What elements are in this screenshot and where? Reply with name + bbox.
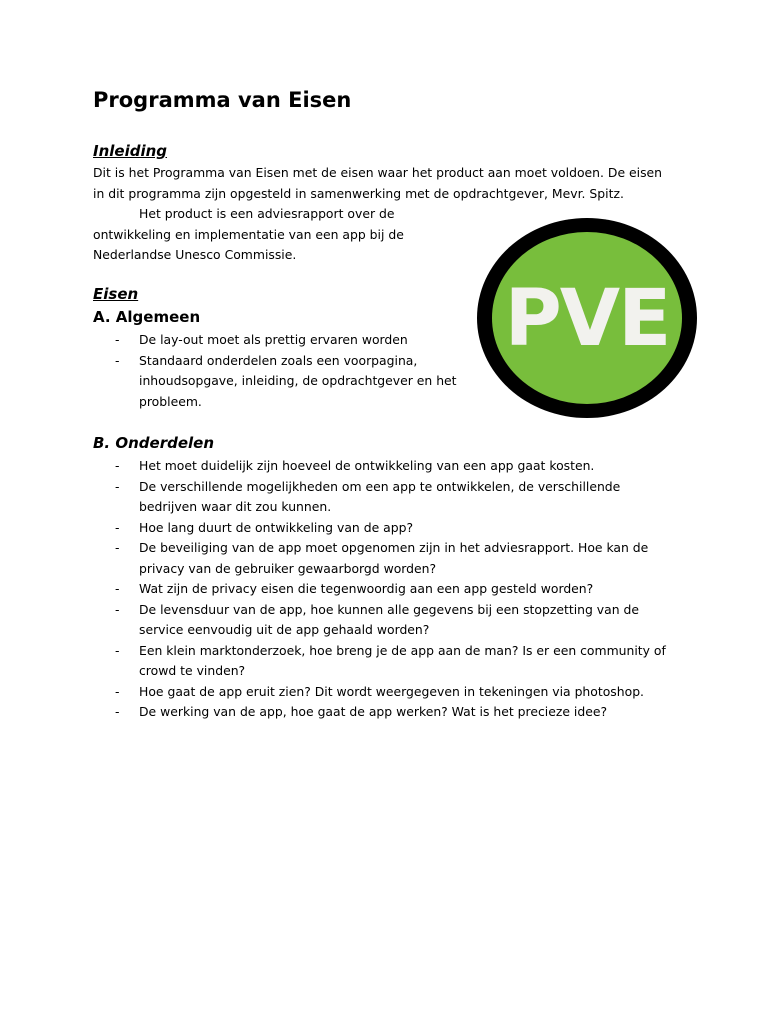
general-item (93, 330, 473, 351)
parts-item (93, 702, 693, 723)
parts-item-line: De verschillende mogelijkheden om een app te ontwikkelen, de verschillende (139, 478, 621, 494)
parts-item (93, 477, 693, 518)
list-dash: - (115, 642, 120, 658)
parts-item-line: Wat zijn de privacy eisen die tegenwoordig aan een app gesteld worden? (139, 581, 594, 596)
parts-item-line: bedrijven waar dit zou kunnen. (139, 499, 332, 514)
parts-item-line: Hoe lang duurt de ontwikkeling van de app? (139, 519, 414, 535)
parts-item-line: Een klein marktonderzoek, hoe breng je de app aan de man? Is er een community of (139, 642, 666, 658)
parts-item (93, 682, 693, 703)
list-dash: - (115, 352, 120, 368)
list-dash: - (115, 540, 120, 555)
general-item (93, 351, 473, 413)
list-dash: - (115, 601, 120, 617)
intro-line-5: Nederlandse Unesco Commissie. (93, 247, 297, 262)
parts-item (93, 641, 693, 682)
list-dash: - (115, 478, 120, 494)
logo-text: PVE (504, 274, 670, 364)
general-heading: A. Algemeen (93, 308, 201, 326)
requirements-heading: Eisen (93, 285, 139, 303)
parts-item (93, 518, 693, 539)
list-dash: - (115, 519, 120, 535)
list-dash: - (115, 458, 120, 473)
parts-requirements-list (93, 456, 693, 723)
list-dash: - (115, 704, 120, 719)
intro-line-3: Het product is een adviesrapport over de (139, 206, 395, 221)
general-item-line: inhoudsopgave, inleiding, de opdrachtgever en het (139, 373, 457, 388)
intro-line-4: ontwikkeling en implementatie van een app bij de (93, 227, 404, 242)
general-item-line: Standaard onderdelen zoals een voorpagina, (139, 352, 418, 368)
parts-item-line: privacy van de gebruiker gewaarborgd worden? (139, 560, 437, 576)
list-dash: - (115, 683, 120, 699)
list-dash: - (115, 581, 120, 596)
general-item-line: De lay-out moet als prettig ervaren worden (139, 332, 408, 347)
parts-item-line: De beveiliging van de app moet opgenomen zijn in het adviesrapport. Hoe kan de (139, 540, 649, 555)
parts-item-line: De werking van de app, hoe gaat de app werken? Wat is het precieze idee? (139, 704, 608, 719)
intro-line-1: Dit is het Programma van Eisen met de eisen waar het product aan moet voldoen. De eisen (93, 165, 663, 180)
parts-item-line: service eenvoudig uit de app gehaald worden? (139, 622, 430, 637)
general-item-line: probleem. (139, 393, 202, 409)
page-title: Programma van Eisen (93, 88, 352, 112)
intro-heading: Inleiding (93, 142, 168, 160)
general-requirements-list (93, 330, 473, 412)
parts-item (93, 600, 693, 641)
parts-item-line: Hoe gaat de app eruit zien? Dit wordt weergegeven in tekeningen via photoshop. (139, 683, 644, 699)
intro-line-2: in dit programma zijn opgesteld in samenwerking met de opdrachtgever, Mevr. Spitz. (93, 186, 624, 201)
parts-heading: B. Onderdelen (93, 434, 214, 452)
pve-logo-icon (476, 217, 698, 419)
parts-item-line: crowd te vinden? (139, 663, 246, 678)
parts-item (93, 456, 693, 477)
parts-item-line: Het moet duidelijk zijn hoeveel de ontwikkeling van een app gaat kosten. (139, 458, 595, 473)
list-dash: - (115, 332, 120, 347)
parts-item-line: De levensduur van de app, hoe kunnen alle gegevens bij een stopzetting van de (139, 601, 639, 617)
parts-item (93, 538, 693, 579)
parts-item (93, 579, 693, 600)
